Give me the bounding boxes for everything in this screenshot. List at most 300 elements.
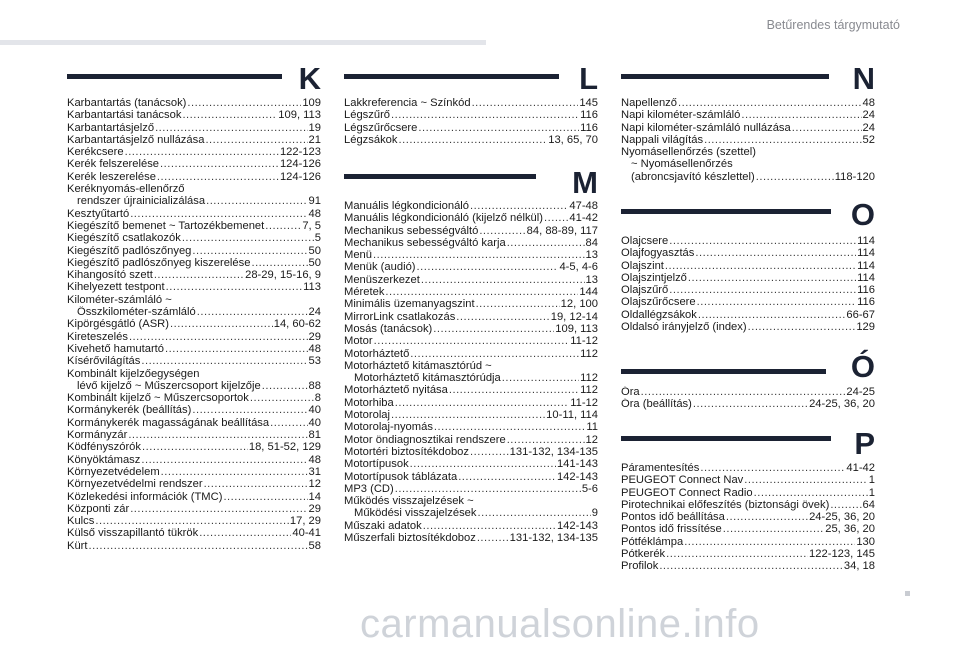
dot-leader <box>754 487 868 499</box>
index-entry <box>621 536 875 548</box>
index-entry-pages: 113 <box>303 281 321 294</box>
index-entry <box>67 355 321 367</box>
index-entry <box>621 109 875 121</box>
dot-leader <box>477 532 509 544</box>
index-entry <box>344 434 598 446</box>
index-entry-pages: 24 <box>862 109 875 122</box>
index-entry-term: Kormánykerék magasságának beállítása <box>67 416 270 429</box>
index-entry-pages: 5-6 <box>581 482 598 495</box>
index-entry <box>67 491 321 503</box>
index-entry-term: rendszer újrainicializálása <box>77 195 206 208</box>
index-entry-term: Kerék leszerelése <box>67 170 156 183</box>
index-entry-pages: 21 <box>308 133 321 146</box>
index-entry-pages: 34, 18 <box>843 560 875 573</box>
index-entry <box>621 560 875 572</box>
index-entry-term: Motorolaj <box>344 409 391 422</box>
index-entry-term: Kombinált kijelzőegységen <box>67 367 200 380</box>
dot-leader <box>748 321 856 333</box>
index-entry <box>621 134 875 146</box>
index-entry-pages: 41-42 <box>569 212 598 225</box>
index-entry-term: Oldalsó irányjelző (index) <box>621 321 747 334</box>
dot-leader <box>130 503 307 515</box>
dot-leader <box>182 109 277 121</box>
dot-leader <box>423 520 556 532</box>
dot-leader <box>418 122 579 134</box>
dot-leader <box>130 208 307 220</box>
watermark: carmanualsonline.info <box>360 602 760 646</box>
index-entry-term: Motorháztető kitámasztórúd ~ <box>344 359 492 372</box>
index-entry-pages: 88 <box>308 379 321 392</box>
index-entry <box>344 109 598 121</box>
index-entry <box>67 97 321 109</box>
index-entry-term: Működés visszajelzések ~ <box>344 495 474 508</box>
index-entry <box>621 398 875 410</box>
dot-leader <box>89 540 308 552</box>
index-entry-pages: 91 <box>308 195 321 208</box>
index-entry-term: Pótféklámpa <box>621 535 684 548</box>
index-entry-pages: 12 <box>585 433 598 446</box>
dot-leader <box>399 134 548 146</box>
index-entry-pages: 14 <box>308 490 321 503</box>
dot-leader <box>434 421 585 433</box>
dot-leader <box>395 483 581 495</box>
index-entry-pages: 141-143 <box>556 458 598 471</box>
index-entry-pages: 17, 29 <box>289 515 321 528</box>
dot-leader <box>472 97 579 109</box>
index-entry-term: Napi kilométer-számláló <box>621 109 741 122</box>
index-entry-term: Összkilométer-számláló <box>77 306 196 319</box>
index-entry <box>344 520 598 532</box>
index-entry <box>344 360 598 372</box>
index-entry <box>67 158 321 170</box>
index-entry <box>621 284 875 296</box>
section-l-rule <box>344 74 559 79</box>
index-entry-pages: 112 <box>580 372 598 385</box>
index-entry-term: ~ Nyomásellenőrzés <box>631 158 733 171</box>
dot-leader <box>182 232 314 244</box>
index-entry-pages: 19, 12-14 <box>550 310 598 323</box>
section-o-entries <box>621 235 875 333</box>
index-entry-pages: 116 <box>580 121 598 134</box>
index-entry-pages: 48 <box>862 97 875 109</box>
dot-leader <box>507 434 585 446</box>
index-entry-pages: 25, 36, 20 <box>825 523 875 536</box>
index-entry-pages: 24 <box>862 121 875 134</box>
index-entry-term: MP3 (CD) <box>344 482 394 495</box>
index-entry-term: Motorháztető <box>344 347 410 360</box>
dot-leader <box>544 212 568 224</box>
section-m-rule <box>344 174 536 179</box>
index-entry-pages: 29 <box>308 502 321 515</box>
index-entry-term: Manuális légkondicionáló <box>344 200 470 212</box>
index-entry-pages: 131-132, 134-135 <box>509 532 598 545</box>
dot-leader <box>373 249 585 261</box>
dot-leader <box>192 404 307 416</box>
index-entry-term: Kísérővilágítás <box>67 355 141 368</box>
index-entry <box>621 272 875 284</box>
index-entry-term: Óra <box>621 386 640 398</box>
index-entry-term: Kilométer-számláló ~ <box>67 293 172 306</box>
index-entry-term: Motortípusok <box>344 458 409 471</box>
index-entry-pages: 50 <box>308 256 321 269</box>
dot-leader <box>223 491 307 503</box>
index-entry-pages: 142-143 <box>556 519 598 532</box>
index-entry-term: Kormánykerék (beállítás) <box>67 404 192 417</box>
index-entry <box>67 281 321 293</box>
dot-leader <box>417 261 559 273</box>
index-entry <box>344 458 598 470</box>
dot-leader <box>700 462 845 474</box>
index-entry-term: Profilok <box>621 560 659 573</box>
index-entry <box>67 466 321 478</box>
index-entry-term: Méretek <box>344 286 385 299</box>
section-k-rule <box>67 74 282 79</box>
index-entry <box>344 532 598 544</box>
dot-leader <box>155 122 307 134</box>
index-entry <box>67 429 321 441</box>
index-entry-term: Pótkerék <box>621 548 666 561</box>
index-entry <box>67 183 321 195</box>
index-entry <box>67 146 321 158</box>
index-entry-pages: 64 <box>862 498 875 511</box>
index-entry-term: (abroncsjavító készlettel) <box>631 170 755 183</box>
index-entry-term: Motor <box>344 335 373 348</box>
index-entry-pages: 13 <box>585 273 598 286</box>
index-entry-term: Kipörgésgátló (ASR) <box>67 318 169 331</box>
index-entry-pages: 52 <box>862 133 875 146</box>
index-entry-term: Napellenző <box>621 97 677 109</box>
dot-leader <box>166 281 303 293</box>
index-entry-pages: 114 <box>857 259 875 272</box>
dot-leader <box>693 398 808 410</box>
dot-leader <box>502 372 579 384</box>
index-entry <box>67 368 321 380</box>
index-entry-term: Motorhiba <box>344 396 394 409</box>
dot-leader <box>125 146 279 158</box>
index-entry-term: Környezetvédelem <box>67 465 160 478</box>
index-entry-term: Motorháztető nyitása <box>344 384 448 397</box>
index-entry <box>344 274 598 286</box>
index-entry-term: PEUGEOT Connect Nav <box>621 474 744 487</box>
index-entry <box>344 348 598 360</box>
index-entry <box>67 245 321 257</box>
index-entry-term: Pontos idő frissítése <box>621 523 722 536</box>
index-entry <box>621 122 875 134</box>
index-entry <box>67 122 321 134</box>
index-entry-pages: 29 <box>308 330 321 343</box>
index-entry-pages: 142-143 <box>556 470 598 483</box>
dot-leader <box>470 446 509 458</box>
index-entry-term: Központi zár <box>67 502 130 515</box>
index-entry-pages: 40 <box>308 416 321 429</box>
dot-leader <box>142 441 248 453</box>
index-entry-term: Kiegészítő padlószőnyeg kiszerelése <box>67 256 251 269</box>
section-p-rule <box>621 436 831 441</box>
index-entry <box>67 171 321 183</box>
dot-leader <box>95 515 289 527</box>
dot-leader <box>161 466 308 478</box>
index-entry-term: Ködfényszórók <box>67 441 142 454</box>
index-entry-term: Motor öndiagnosztikai rendszere <box>344 433 506 446</box>
index-entry-term: Motortéri biztosítékdoboz <box>344 445 469 458</box>
index-entry-pages: 11 <box>586 421 598 434</box>
section-m-entries <box>344 200 598 544</box>
index-entry-pages: 114 <box>857 247 875 260</box>
index-entry-term: Oldallégzsákok <box>621 308 697 321</box>
dot-leader <box>695 247 856 259</box>
index-entry-pages: 12, 100 <box>560 298 598 311</box>
index-entry-term: Óra (beállítás) <box>621 398 692 411</box>
index-entry-pages: 31 <box>308 465 321 478</box>
dot-leader <box>128 429 307 441</box>
index-entry <box>67 404 321 416</box>
index-entry <box>344 134 598 146</box>
index-entry-term: Mechanikus sebességváltó karja <box>344 236 506 249</box>
dot-leader <box>197 306 308 318</box>
index-entry-term: Lakkreferencia ~ Színkód <box>344 97 471 109</box>
index-entry-pages: 10-11, 114 <box>546 409 598 422</box>
index-entry-pages: 11-12 <box>570 396 598 409</box>
dot-leader <box>698 309 846 321</box>
index-entry-pages: 114 <box>857 271 875 284</box>
section-o-letter: O <box>850 197 875 232</box>
dot-leader <box>792 122 862 134</box>
index-entry-term: PEUGEOT Connect Radio <box>621 486 753 499</box>
index-entry-pages: 130 <box>856 535 875 548</box>
dot-leader <box>205 134 307 146</box>
index-entry-term: Páramentesítés <box>621 462 700 474</box>
index-entry <box>621 146 875 158</box>
index-entry-term: Olajfogyasztás <box>621 247 695 260</box>
index-entry <box>67 318 321 330</box>
index-entry-term: Műszerfali biztosítékdoboz <box>344 532 476 545</box>
dot-leader <box>507 237 585 249</box>
index-entry-term: Karbantartásjelző nullázása <box>67 133 205 146</box>
index-entry-term: Kulcs <box>67 515 95 528</box>
index-entry-term: Nappali világítás <box>621 133 704 146</box>
section-n-rule <box>621 74 829 79</box>
index-entry-term: Olajszintjelző <box>621 271 687 284</box>
index-entry <box>344 286 598 298</box>
index-entry-term: Olajcsere <box>621 235 669 247</box>
index-entry-term: Műszaki adatok <box>344 519 422 532</box>
index-entry-pages: 48 <box>308 207 321 220</box>
dot-leader <box>270 417 307 429</box>
index-entry-term: Keréknyomás-ellenőrző <box>67 183 185 196</box>
index-entry <box>344 122 598 134</box>
index-entry <box>344 311 598 323</box>
index-entry-term: Környezetvédelmi rendszer <box>67 478 203 491</box>
index-entry <box>621 171 875 183</box>
index-entry <box>344 335 598 347</box>
index-entry-pages: 50 <box>308 244 321 257</box>
index-entry-term: lévő kijelző ~ Műszercsoport kijelzője <box>77 379 261 392</box>
index-entry-term: Olajszűrőcsere <box>621 296 696 309</box>
dot-leader <box>154 269 244 281</box>
index-entry-pages: 122-123 <box>279 146 321 159</box>
dot-leader <box>479 225 525 237</box>
dot-leader <box>160 158 279 170</box>
index-entry-term: Kormányzár <box>67 429 128 442</box>
dot-leader <box>385 286 578 298</box>
index-entry-pages: 12 <box>308 478 321 491</box>
dot-leader <box>741 109 861 121</box>
dot-leader <box>157 171 279 183</box>
index-entry <box>344 495 598 507</box>
index-entry-term: Működési visszajelzések <box>354 507 477 520</box>
index-entry-pages: 40-41 <box>292 527 321 540</box>
index-entry-term: Közlekedési információk (TMC) <box>67 490 223 503</box>
index-entry-pages: 114 <box>857 235 875 247</box>
index-entry-term: Külső visszapillantó tükrök <box>67 527 199 540</box>
index-entry <box>344 249 598 261</box>
page-title: Betűrendes tárgymutató <box>766 18 900 32</box>
dot-leader <box>756 171 834 183</box>
section-l-letter: L <box>579 61 598 96</box>
dot-leader <box>206 195 307 207</box>
index-entry <box>344 97 598 109</box>
index-entry-pages: 116 <box>857 284 875 297</box>
index-entry-term: Minimális üzemanyagszint <box>344 298 475 311</box>
index-entry-term: Manuális légkondicionáló (kijelző nélkül) <box>344 212 543 225</box>
index-entry-pages: 66-67 <box>846 308 875 321</box>
index-entry-pages: 48 <box>308 342 321 355</box>
index-entry-pages: 81 <box>308 429 321 442</box>
index-entry-term: Kiegészítő csatlakozók <box>67 232 181 245</box>
index-entry-pages: 5 <box>314 232 321 245</box>
dot-leader <box>726 511 808 523</box>
dot-leader <box>199 527 291 539</box>
index-entry-pages: 131-132, 134-135 <box>509 445 598 458</box>
header-rule <box>0 40 486 45</box>
index-entry <box>344 225 598 237</box>
index-entry-pages: 24-25 <box>846 386 875 398</box>
index-entry-term: Motorolaj-nyomás <box>344 421 433 434</box>
section-o-rule <box>621 209 831 214</box>
dot-leader <box>744 474 867 486</box>
index-entry <box>67 220 321 232</box>
section-o-acute-entries <box>621 386 875 411</box>
section-o-acute-letter: Ó <box>850 349 875 384</box>
index-entry <box>344 421 598 433</box>
index-entry <box>67 515 321 527</box>
index-entry-pages: 58 <box>308 539 321 552</box>
index-entry <box>67 503 321 515</box>
index-entry-pages: 13, 65, 70 <box>548 133 598 146</box>
index-entry <box>67 257 321 269</box>
section-k-entries <box>67 97 321 552</box>
index-entry <box>344 471 598 483</box>
index-entry-term: Kesztyűtartó <box>67 207 130 220</box>
index-entry-pages: 28-29, 15-16, 9 <box>245 269 321 282</box>
dot-leader <box>704 134 861 146</box>
index-entry <box>621 474 875 486</box>
dot-leader <box>410 348 579 360</box>
index-entry <box>67 331 321 343</box>
index-entry-term: Pontos idő beállítása <box>621 511 725 524</box>
index-entry <box>344 446 598 458</box>
index-entry-pages: 19 <box>308 121 321 134</box>
index-entry-term: Karbantartásjelző <box>67 121 155 134</box>
index-entry-term: MirrorLink csatlakozás <box>344 310 456 323</box>
dot-leader <box>204 478 308 490</box>
index-entry <box>344 200 598 212</box>
index-entry <box>344 298 598 310</box>
index-entry-pages: 9 <box>591 507 598 520</box>
index-entry-pages: 11-12 <box>570 335 598 348</box>
index-entry-term: Kombinált kijelző ~ Műszercsoportok <box>67 392 249 405</box>
index-entry-pages: 124-126 <box>279 170 321 183</box>
index-entry <box>344 409 598 421</box>
index-entry-term: Légzsákok <box>344 133 398 146</box>
dot-leader <box>141 454 307 466</box>
dot-leader <box>476 298 560 310</box>
section-n-entries <box>621 97 875 183</box>
dot-leader <box>165 343 308 355</box>
index-entry <box>344 237 598 249</box>
index-entry <box>621 158 875 170</box>
dot-leader <box>669 284 856 296</box>
index-entry <box>67 269 321 281</box>
index-entry-pages: 47-48 <box>569 200 598 212</box>
dot-leader <box>456 311 549 323</box>
dot-leader <box>688 272 856 284</box>
index-entry <box>344 507 598 519</box>
index-entry-pages: 84, 88-89, 117 <box>526 224 598 237</box>
index-entry <box>67 208 321 220</box>
index-entry <box>621 309 875 321</box>
index-entry-pages: 84 <box>585 236 598 249</box>
index-entry <box>67 134 321 146</box>
index-entry <box>344 212 598 224</box>
dot-leader <box>141 355 307 367</box>
index-entry-term: Karbantartás (tanácsok) <box>67 97 187 109</box>
index-entry-term: Kivehető hamutartó <box>67 342 165 355</box>
index-entry-pages: 1 <box>868 486 875 499</box>
index-entry <box>621 260 875 272</box>
index-entry-term: Menü <box>344 249 372 262</box>
index-entry-pages: 18, 51-52, 129 <box>248 441 321 454</box>
dot-leader <box>391 109 579 121</box>
dot-leader <box>192 245 307 257</box>
index-entry-pages: 4-5, 4-6 <box>559 261 598 274</box>
dot-leader <box>697 296 857 308</box>
dot-leader <box>410 458 556 470</box>
index-entry <box>67 527 321 539</box>
index-entry <box>67 294 321 306</box>
section-l-entries <box>344 97 598 146</box>
index-entry <box>621 487 875 499</box>
dot-leader <box>395 397 569 409</box>
index-entry <box>67 380 321 392</box>
index-entry-pages: 112 <box>580 384 598 397</box>
index-entry-pages: 24-25, 36, 20 <box>809 511 875 524</box>
index-entry-term: Menük (audió) <box>344 261 416 274</box>
index-entry-pages: 8 <box>314 392 321 405</box>
dot-leader <box>187 97 301 109</box>
index-entry-pages: 109 <box>302 97 321 109</box>
index-entry-term: Karbantartási tanácsok <box>67 109 182 122</box>
index-entry <box>344 372 598 384</box>
index-entry-term: Motortípusok táblázata <box>344 470 458 483</box>
dot-leader <box>830 499 861 511</box>
dot-leader <box>129 331 308 343</box>
index-entry-pages: 41-42 <box>846 462 875 474</box>
index-entry <box>67 306 321 318</box>
index-entry-pages: 122-123, 145 <box>809 548 875 561</box>
index-entry <box>67 417 321 429</box>
dot-leader <box>458 471 556 483</box>
